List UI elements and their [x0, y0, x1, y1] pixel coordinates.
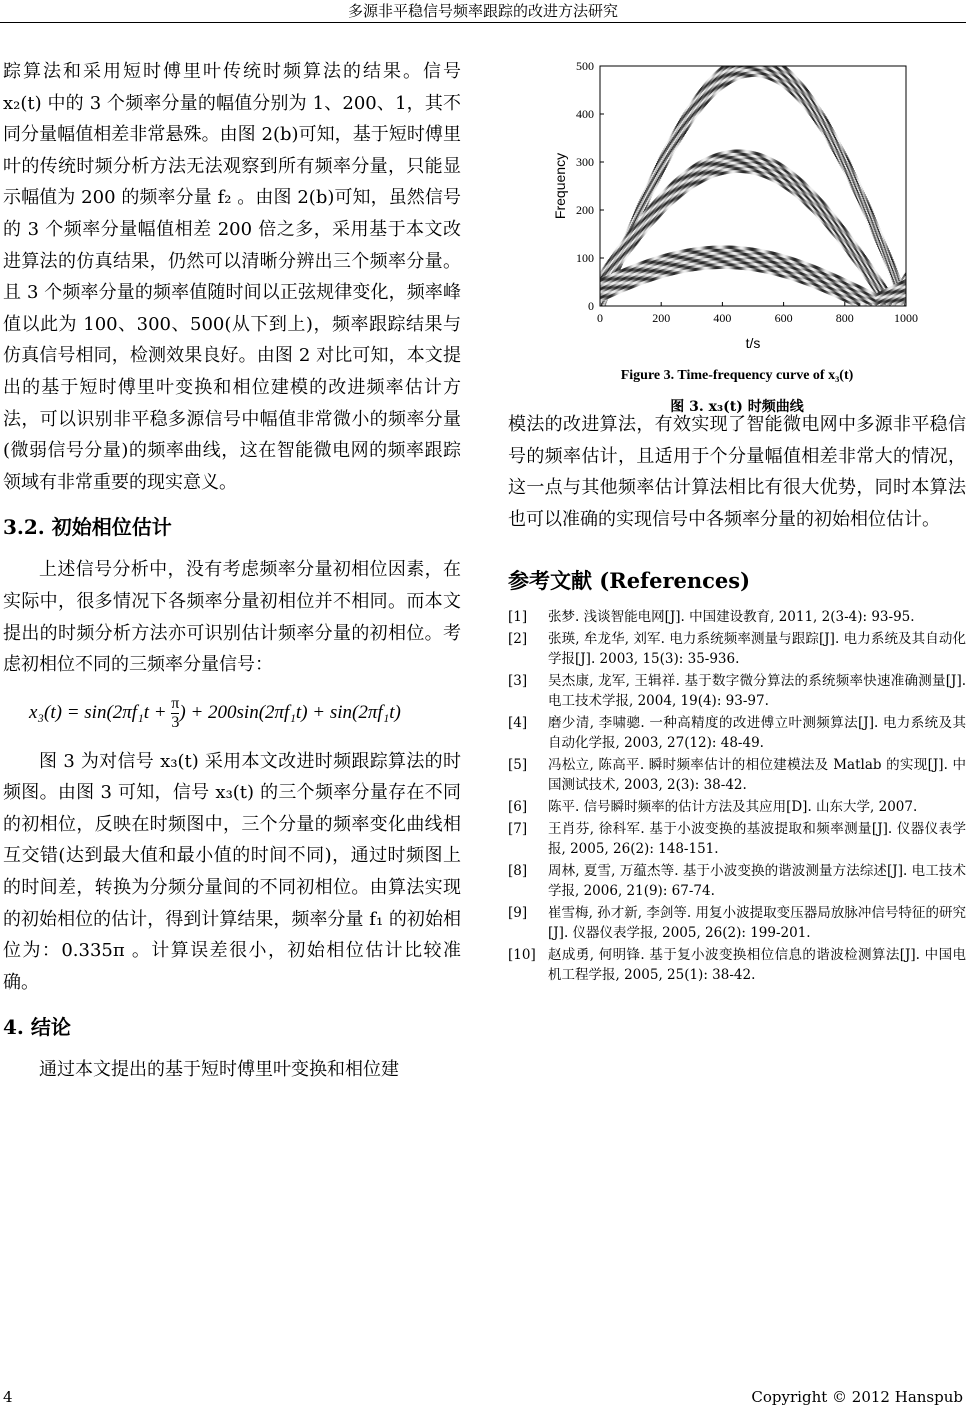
left-column [3, 56, 461, 1086]
header-title: 多源非平稳信号频率跟踪的改进方法研究 [347, 2, 618, 20]
left-paragraph-4: 通过本文提出的基于短时傅里叶变换和相位建 [39, 1059, 399, 1081]
section-heading-3-2: 3.2. 初始相位估计 [3, 515, 172, 540]
right-column [508, 56, 966, 987]
equation-rhs: ) + 200sin(2πf₁t) + sin(2πf₁t) [179, 701, 401, 723]
equation-x3 [29, 695, 461, 732]
section-heading-4: 4. 结论 [3, 1015, 71, 1040]
time-frequency-chart [508, 56, 966, 356]
left-paragraph-2: 上述信号分析中，没有考虑频率分量初相位因素，在实际中，很多情况下各频率分量初相位并不相同。而本文提出的时频分析方法亦可识别估计频率分量的初相位。考虑初相位不同的三频率分量信号： [3, 559, 461, 676]
running-header [0, 0, 966, 21]
equation-lhs: x₃(t) = sin(2πf₁t + [29, 701, 172, 723]
figure-3 [508, 56, 966, 415]
header-rule [0, 22, 966, 23]
left-paragraph-1: 踪算法和采用短时傅里叶传统时频算法的结果。信号 x₂(t) 中的 3 个频率分量的幅值分别为 1、200、1，其不同分量幅值相差非常悬殊。由图 2(b)可知，基于短时傅里叶的传统时频分析方法无法观察到所有频率分量，只能显示幅值为 200 的频率分量 f₂ 。由图 2(b)可知，虽然信号的 3 个频率分量幅值相差 200 倍之多，采用基于本文改进算法的仿真结果，仍然可以清晰分辨出三个频率分量。且 3 个频率分量的频率值随时间以正弦规律变化，频率峰值以此为 100、300、500(从下到上)，频率跟踪结果与仿真信号相同，检测效果良好。由图 2 对比可知，本文提出的基于短时傅里叶变换和相位建模的改进频率估计方法，可以识别非平稳多源信号中幅值非常微小的频率分量(微弱信号分量)的频率曲线，这在智能微电网的频率跟踪领域有非常重要的现实意义。 [3, 61, 461, 493]
equation-fraction-num: π [171, 694, 180, 712]
equation-fraction-den: 3 [171, 713, 180, 731]
left-paragraph-3: 图 3 为对信号 x₃(t) 采用本文改进时频跟踪算法的时频图。由图 3 可知，信号 x₃(t) 的三个频率分量存在不同的初相位，反映在时频图中，三个分量的频率变化曲线相互交错(达到最大值和最小值的时间不同)，通过时频图上的时间差，转换为分频分量间的不同初相位。由算法实现的初始相位的估计，得到计算结果，频率分量 f₁ 的初始相位为：0.335π 。计算误差很小，初始相位估计比较准确。 [3, 750, 461, 993]
